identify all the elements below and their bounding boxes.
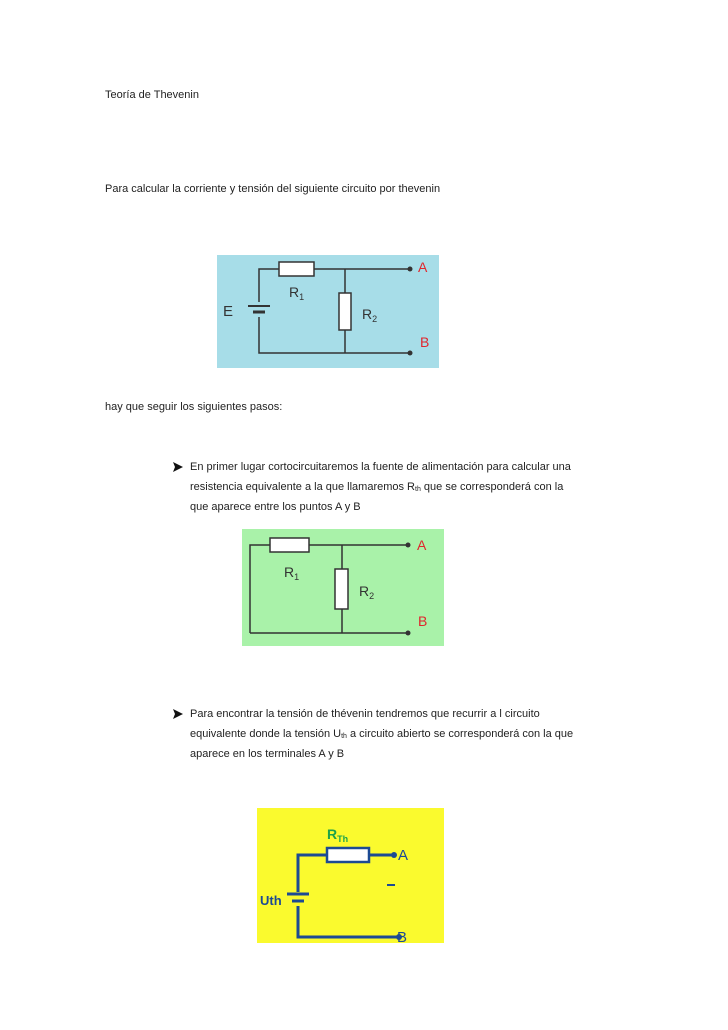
step-1-line-2: resistencia equivalente a la que llamaremos $R_{th}$ que se corresponderá con la (190, 481, 564, 493)
step-1-line-1: En primer lugar cortocircuitaremos la fuente de alimentación para calcular una (190, 461, 571, 473)
fig1-label-r1: $R_1$ (289, 284, 305, 302)
fig1-label-b: B (420, 334, 430, 350)
fig2-resistor-r1 (270, 538, 309, 552)
fig2-label-a: A (417, 537, 427, 553)
figure-1-background (217, 255, 439, 368)
page-title: Teoría de Thevenin (105, 89, 199, 101)
fig3-label-uth: Uth (260, 893, 282, 908)
circuit-figure-2 (242, 529, 444, 646)
figure-3-background (257, 808, 444, 943)
fig2-terminal-a-dot (406, 543, 411, 548)
fig1-label-r2: $R_2$ (362, 306, 378, 324)
fig1-resistor-r2 (339, 293, 351, 330)
fig1-terminal-a-dot (408, 267, 413, 272)
arrow-bullet-icon (172, 461, 184, 473)
fig3-label-rth: $R_{Th}$ (327, 826, 349, 844)
fig1-terminal-b-dot (408, 351, 413, 356)
steps-intro: hay que seguir los siguientes pasos: (105, 401, 283, 413)
fig1-label-a: A (418, 259, 428, 275)
fig2-label-r1: $R_1$ (284, 564, 300, 582)
step-2-line-3: aparece en los terminales A y B (190, 748, 345, 760)
fig2-label-r2: $R_2$ (359, 583, 375, 601)
fig3-label-a: A (398, 847, 409, 864)
fig1-label-e: E (223, 303, 234, 320)
fig3-label-b: B (397, 929, 408, 943)
fig1-resistor-r1 (279, 262, 314, 276)
circuit-figure-1 (217, 255, 439, 368)
step-2-line-2: equivalente donde la tensión $U_{th}$ a circuito abierto se corresponderá con la que (190, 728, 574, 740)
circuit-figure-3 (257, 808, 444, 943)
fig3-terminal-a-dot (391, 852, 397, 858)
fig3-resistor-rth (327, 848, 369, 862)
step-2-line-1: Para encontrar la tensión de thévenin tendremos que recurrir a l circuito (190, 708, 540, 720)
fig2-terminal-b-dot (406, 631, 411, 636)
arrow-bullet-icon (172, 708, 184, 720)
step-1-line-3: que aparece entre los puntos A y B (190, 501, 361, 513)
fig2-resistor-r2 (335, 569, 348, 609)
fig2-label-b: B (418, 613, 428, 629)
intro-paragraph: Para calcular la corriente y tensión del siguiente circuito por thevenin (105, 183, 441, 195)
